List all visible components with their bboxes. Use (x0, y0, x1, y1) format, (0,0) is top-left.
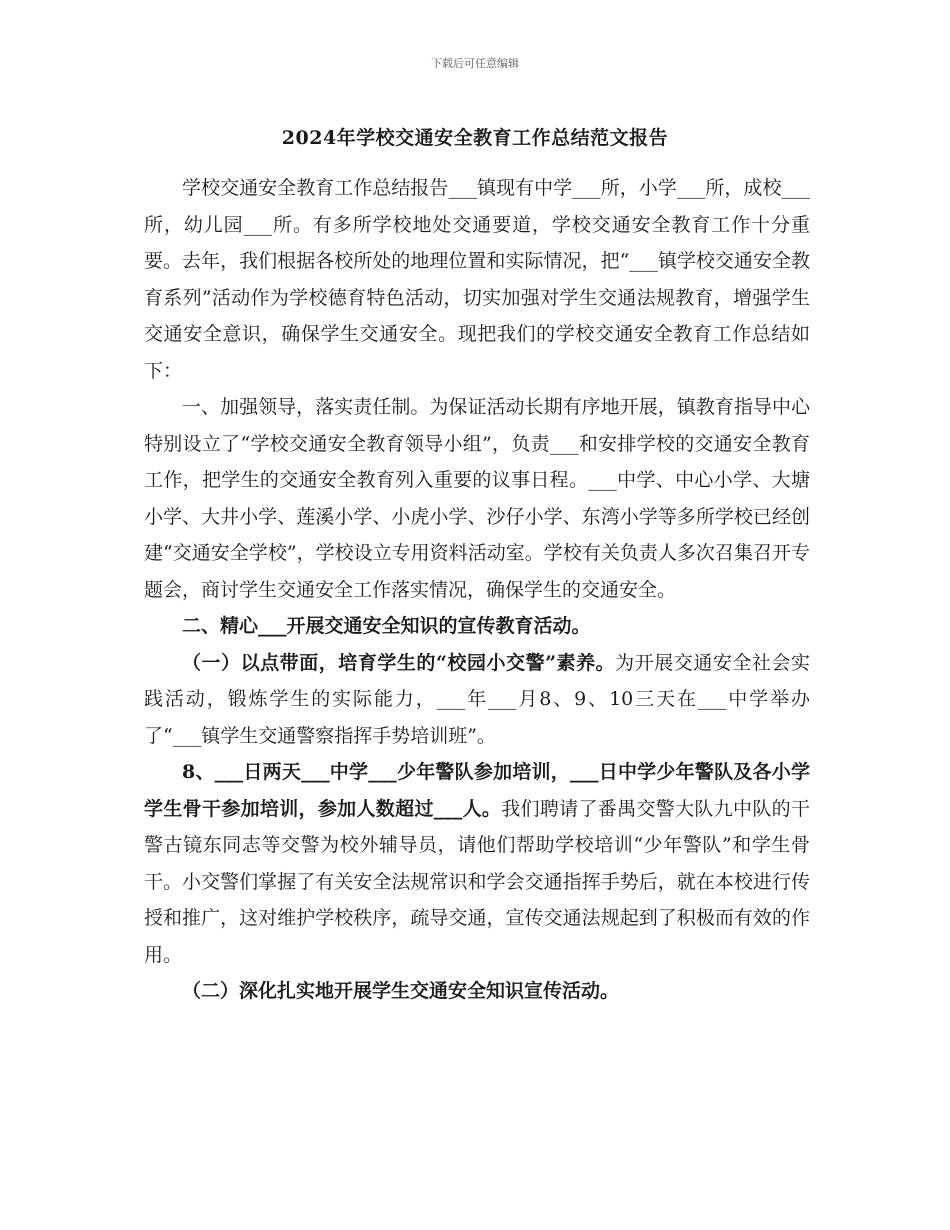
paragraph-subsection-one (144, 645, 810, 755)
document-title: 2024年学校交通安全教育工作总结范文报告 (281, 127, 669, 149)
training-bold-text: 8、___日两天___中学___少年警队参加培训，___日中学少年警队及各小学学生骨干参加培训，参加人数超过___人。 (144, 761, 810, 820)
subsection-one-text: 为开展交通安全社会实践活动，锻炼学生的实际能力，___年___月8、9、10三天在___中学举办了“___镇学生交通警察指挥手势培训班”。 (144, 651, 810, 747)
subsection-heading-one: （一）以点带面，培育学生的“校园小交警”素养。 (182, 651, 616, 674)
subsection-heading-two: （二）深化扎实地开展学生交通安全知识宣传活动。 (182, 980, 620, 1002)
training-text: 我们聘请了番禺交警大队九中队的干警古镜东同志等交警为校外辅导员，请他们帮助学校培训“少年警队”和学生骨干。小交警们掌握了有关安全法规常识和学会交通指挥手势后，就在本校进行传授和推广，这对维护学校秩序，疏导交通，宣传交通法规起到了积极而有效的作用。 (144, 797, 810, 966)
section-heading-two: 二、精心___开展交通安全知识的宣传教育活动。 (182, 615, 591, 637)
paragraph-training (144, 754, 810, 973)
paragraph-section-one: 一、加强领导，落实责任制。为保证活动长期有序地开展，镇教育指导中心特别设立了“学校交通安全教育领导小组”，负责___和安排学校的交通安全教育工作，把学生的交通安全教育列入重要的议事日程。___中学、中心小学、大塘小学、大井小学、莲溪小学、小虎小学、沙仔小学、东湾小学等多所学校已经创建“交通安全学校”，学校设立专用资料活动室。学校有关负责人多次召集召开专题会，商讨学生交通安全工作落实情况，确保学生的交通安全。 (144, 396, 810, 601)
page-header-note: 下载后可任意编辑 (431, 57, 519, 70)
paragraph-intro: 学校交通安全教育工作总结报告___镇现有中学___所，小学___所，成校___所，幼儿园___所。有多所学校地处交通要道，学校交通安全教育工作十分重要。去年，我们根据各校所处的地理位置和实际情况，把“___镇学校交通安全教育系列”活动作为学校德育特色活动，切实加强对学生交通法规教育，增强学生交通安全意识，确保学生交通安全。现把我们的学校交通安全教育工作总结如下： (144, 177, 810, 382)
document-body (144, 170, 810, 1010)
